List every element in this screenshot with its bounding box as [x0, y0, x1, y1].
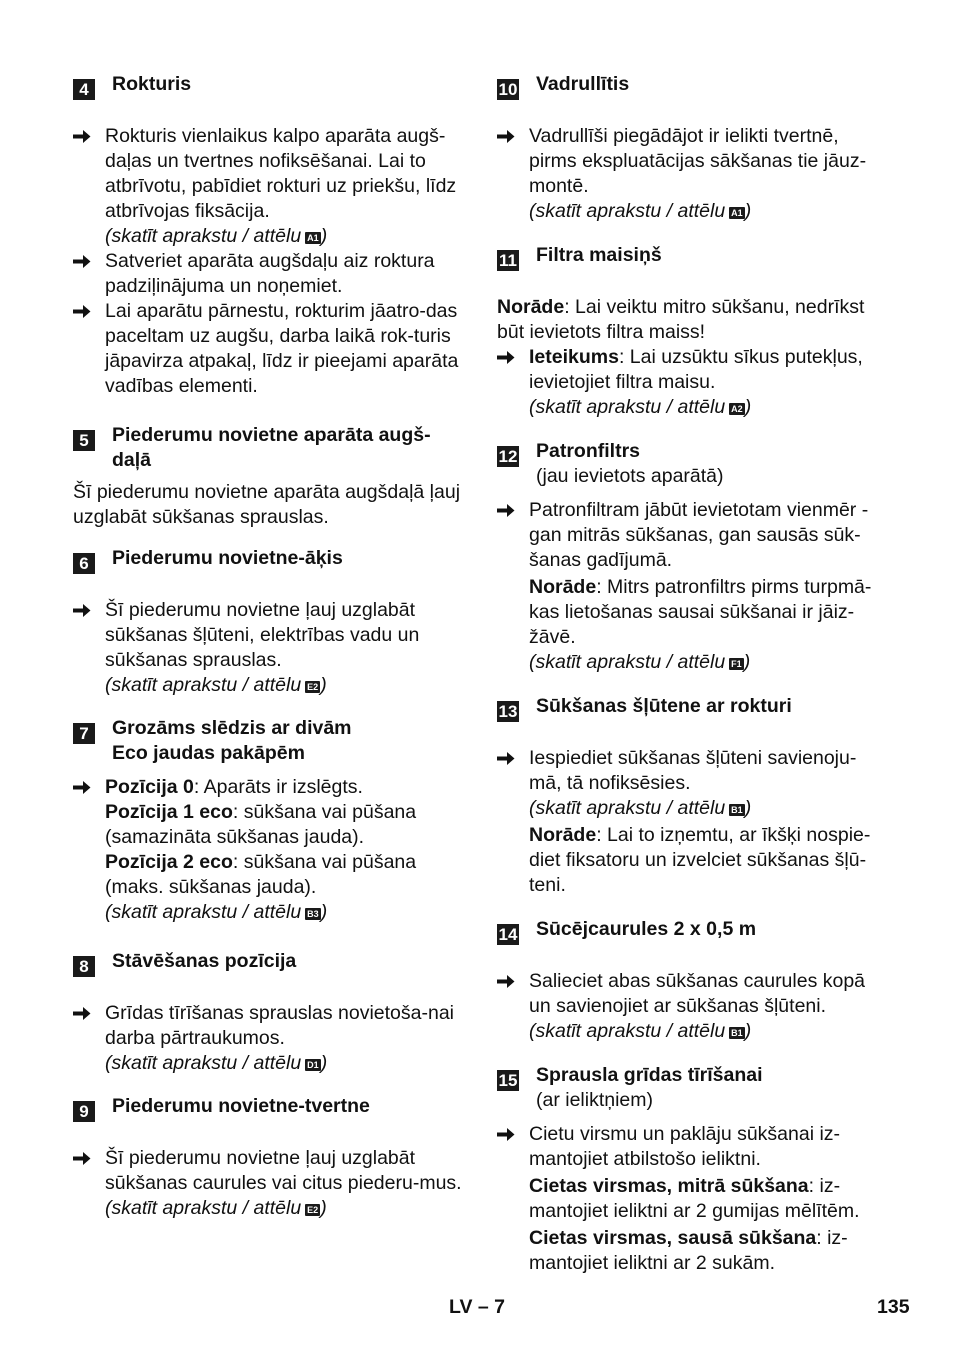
- section-title: Stāvēšanas pozīcija: [112, 950, 297, 972]
- figure-reference: (skatīt aprakstu / attēlu D1 ): [105, 1052, 328, 1074]
- figure-icon: E2: [307, 1205, 319, 1215]
- arrow-right-icon: [73, 598, 99, 618]
- section-6: [73, 546, 463, 698]
- footer-language: [449, 1296, 505, 1319]
- section-7: [73, 716, 463, 925]
- section-heading: [73, 423, 463, 473]
- arrow-right-icon: [73, 124, 99, 144]
- list-item: [73, 1146, 463, 1221]
- figure-icon: B3: [307, 909, 319, 919]
- section-15: [497, 1063, 887, 1276]
- note-text: Norāde: Lai to izņemtu, ar īkšķi nospie-diet fiksatoru un izvelciet sūkšanas šļū-teni.: [529, 824, 871, 896]
- arrow-right-icon: [73, 249, 99, 269]
- section-heading: [497, 439, 887, 489]
- item-text: Grīdas tīrīšanas sprauslas novietoša-nai darba pārtraukumos.: [105, 1002, 455, 1049]
- section-title: Rokturis: [112, 73, 192, 95]
- section-title: Vadrullītis: [536, 73, 630, 95]
- section-heading: [497, 1063, 887, 1113]
- item-text: Cietas virsmas, mitrā sūkšana: iz-mantojiet ieliktni ar 2 gumijas mēlītēm.: [529, 1175, 860, 1222]
- list-item: [497, 124, 887, 224]
- page-number: 135: [877, 1296, 910, 1318]
- arrow-right-icon: [497, 1122, 523, 1142]
- item-text: Vadrullīši piegādājot ir ielikti tvertnē, pirms ekspluatācijas sākšanas tie jāuz-montē.: [529, 125, 867, 197]
- section-number: 6: [73, 553, 95, 574]
- arrow-right-icon: [73, 775, 99, 795]
- section-number: 12: [498, 447, 518, 466]
- section-11: [497, 243, 887, 420]
- section-text: Šī piederumu novietne aparāta augšdaļā ļauj uzglabāt sūkšanas sprauslas.: [73, 481, 461, 528]
- item-text: Šī piederumu novietne ļauj uzglabāt sūkšanas šļūteni, elektrības vadu un sūkšanas sprauslas.: [105, 599, 420, 671]
- list-item: [73, 775, 463, 925]
- figure-reference: (skatīt aprakstu / attēlu B1 ): [529, 797, 752, 819]
- section-title: Patronfiltrs: [536, 440, 641, 462]
- section-title: Sprausla grīdas tīrīšanai: [536, 1064, 763, 1086]
- section-title: Eco jaudas pakāpēm: [112, 742, 305, 764]
- list-item: [497, 969, 887, 1044]
- section-number: 13: [498, 702, 518, 721]
- list-item: [497, 1122, 887, 1276]
- note-text: Norāde: Mitrs patronfiltrs pirms turpmā-kas lietošanas sausai sūkšanai ir jāiz-žāvē.: [529, 576, 872, 648]
- arrow-right-icon: [73, 1001, 99, 1021]
- section-number: 15: [498, 1071, 518, 1090]
- item-text: Ieteikums: Lai uzsūktu sīkus putekļus, ievietojiet filtra maisu.: [529, 346, 863, 393]
- section-8: [73, 949, 463, 1076]
- section-number: 14: [498, 925, 518, 944]
- item-text: Pozīcija 0: Aparāts ir izslēgts.: [105, 776, 363, 798]
- item-text: Rokturis vienlaikus kalpo aparāta augš-daļas un tvertnes nofiksēšanai. Lai to atbrīvotu, pabīdiet rokturi uz priekšu, līdz atbrīvojas fiksācija.: [105, 125, 457, 222]
- item-text: Pozīcija 2 eco: sūkšana vai pūšana (maks. sūkšanas jauda).: [105, 851, 417, 898]
- figure-icon: A1: [307, 233, 319, 243]
- section-heading: [497, 72, 887, 97]
- section-4: [73, 72, 463, 399]
- figure-icon: B1: [731, 805, 743, 815]
- figure-icon: A2: [731, 404, 743, 414]
- section-heading: [73, 546, 463, 571]
- section-number: 11: [497, 250, 519, 271]
- section-heading: [497, 694, 887, 719]
- section-title: Piederumu novietne-āķis: [112, 547, 343, 569]
- arrow-right-icon: [497, 498, 523, 518]
- section-10: [497, 72, 887, 224]
- section-5: [73, 423, 463, 530]
- section-number: 10: [498, 80, 518, 99]
- arrow-right-icon: [73, 1146, 99, 1166]
- section-13: [497, 694, 887, 898]
- figure-reference: (skatīt aprakstu / attēlu B3 ): [105, 901, 328, 923]
- figure-reference: (skatīt aprakstu / attēlu E2 ): [105, 1197, 327, 1219]
- section-heading: [73, 949, 463, 974]
- figure-reference: (skatīt aprakstu / attēlu A1 ): [529, 200, 752, 222]
- language-code: LV: [449, 1296, 473, 1318]
- list-item: [73, 598, 463, 698]
- figure-reference: (skatīt aprakstu / attēlu A1 ): [105, 225, 328, 247]
- arrow-right-icon: [497, 345, 523, 365]
- section-14: [497, 917, 887, 1044]
- list-item: [497, 498, 887, 675]
- section-9: [73, 1094, 463, 1221]
- section-subtitle: (jau ievietots aparātā): [536, 465, 724, 487]
- item-text: Iespiediet sūkšanas šļūteni savienoju-mā, tā nofiksēsies.: [529, 747, 857, 794]
- section-title: Sūkšanas šļūtene ar rokturi: [536, 695, 792, 717]
- item-text: Šī piederumu novietne ļauj uzglabāt sūkšanas caurules vai citus piederu-mus.: [105, 1147, 462, 1194]
- figure-reference: (skatīt aprakstu / attēlu E2 ): [105, 674, 327, 696]
- figure-icon: A1: [731, 208, 743, 218]
- section-subtitle: (ar ieliktņiem): [536, 1089, 654, 1111]
- section-title: Grozāms slēdzis ar divām: [112, 717, 352, 739]
- section-title: Piederumu novietne-tvertne: [112, 1095, 370, 1117]
- section-number: 8: [73, 956, 95, 977]
- figure-icon: E2: [307, 682, 319, 692]
- list-item: [497, 746, 887, 898]
- section-title: Filtra maisiņš: [536, 244, 662, 266]
- figure-reference: (skatīt aprakstu / attēlu F1 ): [529, 651, 751, 673]
- section-heading: [73, 716, 463, 766]
- section-heading: [497, 243, 887, 268]
- item-text: Lai aparātu pārnestu, rokturim jāatro-das paceltam uz augšu, darba laikā rok-turis jāpavirza atpakaļ, līdz ir pieejami aparāta vadības elementi.: [105, 300, 459, 397]
- arrow-right-icon: [497, 124, 523, 144]
- figure-reference: (skatīt aprakstu / attēlu A2 ): [529, 396, 752, 418]
- item-text: Satveriet aparāta augšdaļu aiz roktura padziļinājuma un noņemiet.: [105, 250, 435, 297]
- item-text: Cietu virsmu un paklāju sūkšanai iz-mantojiet atbilstošo ieliktni.: [529, 1123, 841, 1170]
- list-item: [73, 124, 463, 249]
- section-heading: [73, 72, 463, 97]
- list-item: [73, 1001, 463, 1076]
- item-text: Cietas virsmas, sausā sūkšana: iz-mantojiet ieliktni ar 2 sukām.: [529, 1227, 848, 1274]
- section-number: 5: [73, 430, 95, 451]
- section-heading: [497, 917, 887, 942]
- section-number: 4: [73, 79, 95, 100]
- note-text: Norāde: Lai veiktu mitro sūkšanu, nedrīkst būt ievietots filtra maiss!: [497, 296, 865, 343]
- section-12: [497, 439, 887, 675]
- item-text: Pozīcija 1 eco: sūkšana vai pūšana (samazināta sūkšanas jauda).: [105, 801, 417, 848]
- section-number: 9: [73, 1101, 95, 1122]
- list-item: [497, 345, 887, 420]
- figure-reference: (skatīt aprakstu / attēlu B1 ): [529, 1020, 752, 1042]
- figure-icon: F1: [731, 659, 742, 669]
- section-heading: [73, 1094, 463, 1119]
- arrow-right-icon: [497, 969, 523, 989]
- arrow-right-icon: [497, 746, 523, 766]
- item-text: Salieciet abas sūkšanas caurules kopā un savienojiet ar sūkšanas šļūteni.: [529, 970, 866, 1017]
- section-number: 7: [73, 723, 95, 744]
- figure-icon: B1: [731, 1028, 743, 1038]
- section-page: – 7: [477, 1296, 506, 1318]
- list-item: [73, 249, 463, 299]
- item-text: Patronfiltram jābūt ievietotam vienmēr - gan mitrās sūkšanas, gan sausās sūk-šanas gadījumā.: [529, 499, 869, 571]
- list-item: [73, 299, 463, 399]
- section-title: Sūcējcaurules 2 x 0,5 m: [536, 918, 757, 940]
- arrow-right-icon: [73, 299, 99, 319]
- section-title: Piederumu novietne aparāta augš-daļā: [112, 424, 431, 471]
- figure-icon: D1: [307, 1060, 319, 1070]
